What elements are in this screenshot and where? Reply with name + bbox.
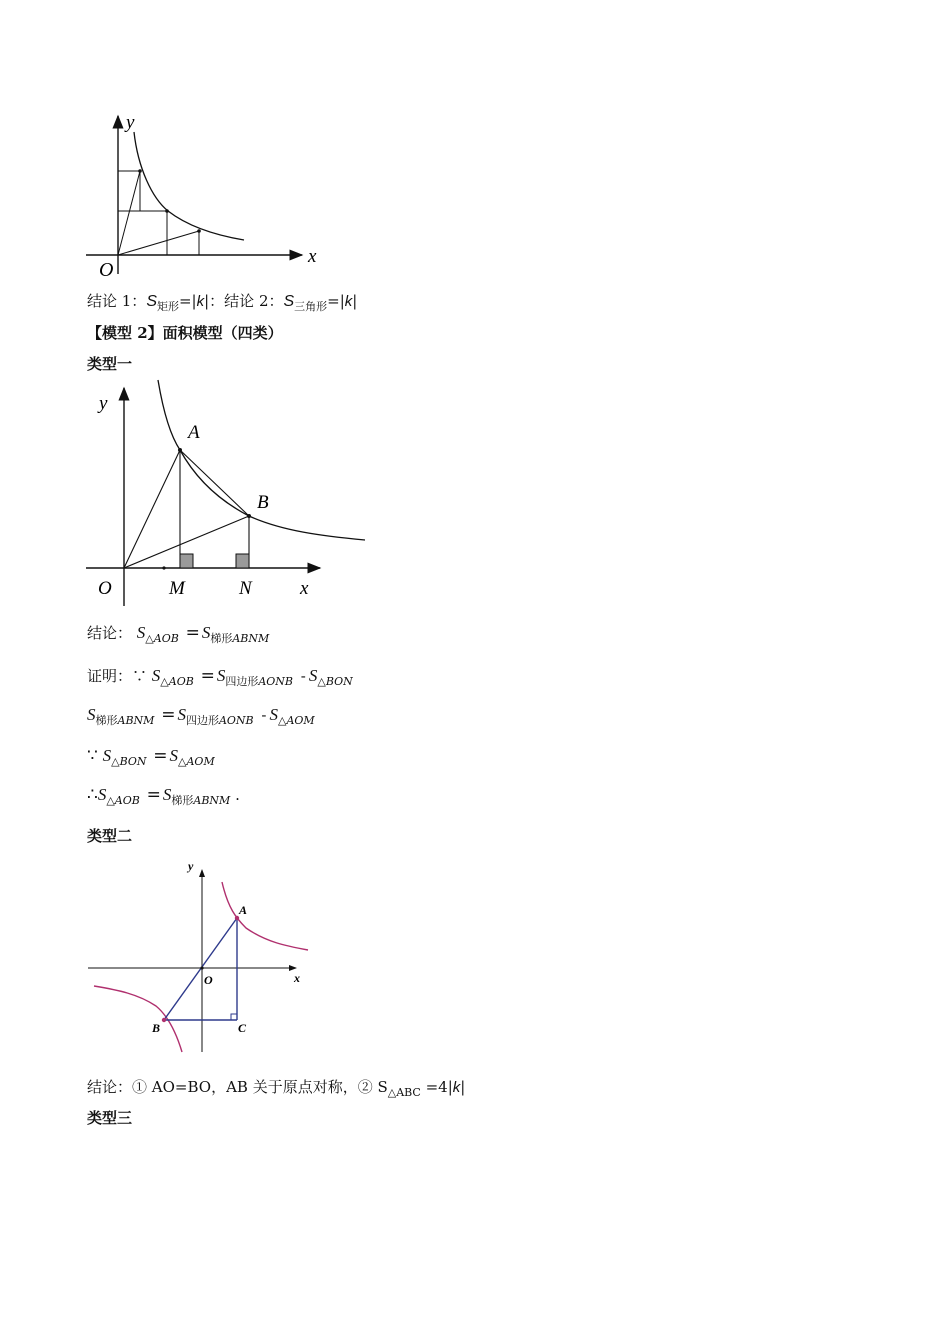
point-b-label: B: [257, 492, 269, 513]
point-m-label: M: [169, 578, 185, 599]
right-angle-marker-n: [236, 554, 249, 568]
right-angle-marker-c: [231, 1014, 237, 1020]
point-o-label: O: [204, 973, 213, 987]
hyperbola-curve: [134, 132, 244, 240]
conclusion-1-and-2: 结论 1：$S_{矩形}=|k|$：结论 2：$S_{三角形}=|k|$: [87, 292, 358, 313]
y-axis-label: y: [99, 393, 108, 414]
x-axis-label: x: [300, 578, 309, 599]
point-a-label: A: [239, 903, 248, 917]
point-n-label: N: [239, 578, 252, 599]
x-axis-label: x: [294, 971, 300, 985]
model2-heading: 【模型 2】面积模型（四类）: [87, 324, 283, 342]
hyperbola-curve: [158, 380, 365, 540]
hyperbola-branch-1: [222, 882, 308, 950]
type3-heading: 类型三: [87, 1109, 133, 1127]
type2-heading: 类型二: [87, 827, 133, 845]
y-axis-label: y: [188, 859, 194, 873]
point-b-label: B: [152, 1021, 161, 1035]
x-axis-label: x: [308, 246, 317, 267]
proof-line-2: $S_{梯形ABNM} = S_{四边形AONB} - S_{\triangle AOM}$: [87, 705, 315, 727]
point-a-label: A: [188, 422, 200, 443]
figure-type1-area-model: [82, 376, 372, 608]
type2-conclusion: 结论：① AO=BO，AB 关于原点对称，② $S_{\triangle ABC} =4|k|$: [87, 1078, 466, 1099]
right-angle-marker-m: [180, 554, 193, 568]
y-axis-label: y: [126, 112, 135, 133]
type1-conclusion: 结论： $S_{\triangle AOB} = S_{梯形ABNM}$: [87, 623, 270, 645]
figure-rectangle-triangle-area: [80, 108, 340, 286]
proof-line-3: ∵ $S_{\triangle BON} = S_{\triangle AOM}$: [87, 746, 215, 768]
origin-label: O: [99, 259, 114, 281]
proof-line-1: 证明：∵ $S_{\triangle AOB} = S_{四边形AONB} - S_{\triangle BON}$: [87, 666, 353, 688]
figure-type2-symmetric-model: [86, 856, 316, 1056]
hyperbola-branch-2: [94, 986, 182, 1052]
point-o-label: O: [98, 578, 112, 599]
proof-line-4: $\therefore S_{\triangle AOB} = S_{梯形ABNM}$ .: [87, 785, 240, 807]
type1-heading: 类型一: [87, 355, 133, 373]
point-c-label: C: [238, 1021, 247, 1035]
